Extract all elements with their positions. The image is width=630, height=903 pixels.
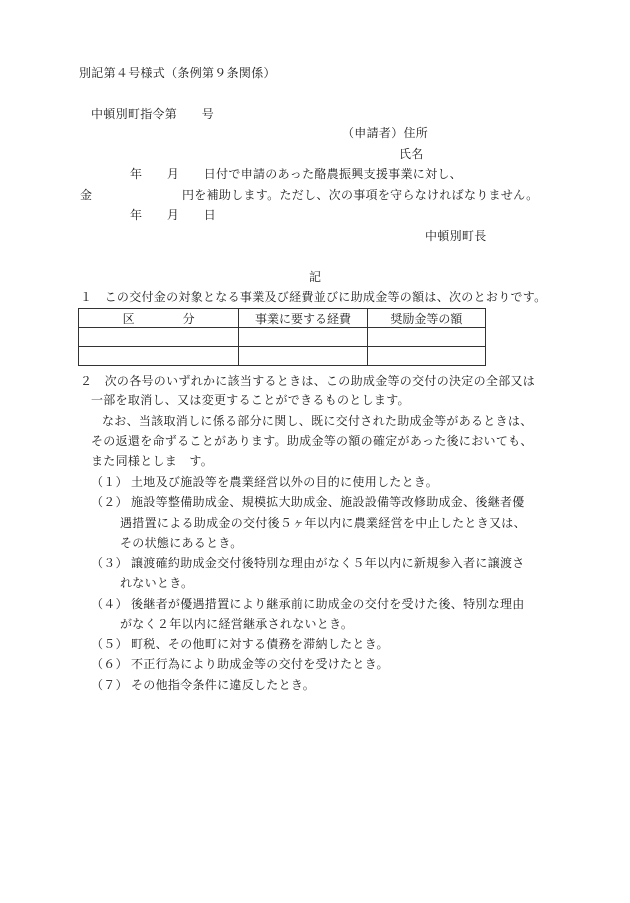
item-2-note-line-3: また同様としま す。 bbox=[91, 454, 214, 468]
table-cell bbox=[367, 347, 485, 366]
condition-1-label: （１） bbox=[91, 475, 128, 489]
table-header-incentive-amount: 奨励金等の額 bbox=[367, 309, 485, 328]
applicant-address-label: （申請者）住所 bbox=[342, 126, 429, 140]
condition-7-line-1: その他指令条件に違反したとき。 bbox=[131, 678, 316, 692]
item-2-line-2: 一部を取消し、又は変更することができるものとします。 bbox=[91, 393, 410, 407]
condition-5-label: （５） bbox=[91, 637, 128, 651]
condition-3-line-1: 譲渡確約助成金交付後特別な理由がなく５年以内に新規参入者に譲渡さ bbox=[131, 556, 525, 570]
condition-3-line-2: れないとき。 bbox=[120, 576, 194, 590]
condition-3-label: （３） bbox=[91, 556, 128, 570]
table-row bbox=[79, 328, 486, 347]
subsidy-statement: 円を補助します。ただし、次の事項を守らなければなりません。 bbox=[182, 188, 539, 202]
table-cell bbox=[239, 347, 367, 366]
table-header-project-cost: 事業に要する経費 bbox=[239, 309, 367, 328]
table-cell bbox=[79, 347, 239, 366]
applicant-name-label: 氏名 bbox=[399, 147, 424, 161]
amount-prefix: 金 bbox=[80, 188, 93, 202]
table-header-category: 区 分 bbox=[79, 309, 239, 328]
issue-date: 年 月 日 bbox=[130, 208, 217, 222]
issuer-name: 中頓別町長 bbox=[425, 229, 487, 243]
form-label: 別記第４号様式（条例第９条関係） bbox=[79, 66, 276, 80]
condition-6-line-1: 不正行為により助成金等の交付を受けたとき。 bbox=[131, 657, 389, 671]
table-row bbox=[79, 347, 486, 366]
condition-5-line-1: 町税、その他町に対する債務を滞納したとき。 bbox=[131, 637, 389, 651]
table-cell bbox=[79, 328, 239, 347]
condition-4-label: （４） bbox=[91, 597, 128, 611]
condition-1-line-1: 土地及び施設等を農業経営以外の目的に使用したとき。 bbox=[131, 475, 439, 489]
document-number: 中頓別町指令第 号 bbox=[91, 107, 215, 121]
application-date-line: 年 月 日付で申請のあった酪農振興支援事業に対し、 bbox=[130, 167, 462, 181]
condition-6-label: （６） bbox=[91, 657, 128, 671]
table-cell bbox=[367, 328, 485, 347]
condition-2-line-1: 施設等整備助成金、規模拡大助成金、施設設備等改修助成金、後継者優 bbox=[131, 495, 525, 509]
item-2-note-line-1: なお、当該取消しに係る部分に関し、既に交付された助成金等があるときは、 bbox=[102, 414, 533, 428]
condition-4-line-2: がなく２年以内に経営継承されないとき。 bbox=[120, 617, 354, 631]
condition-4-line-1: 後継者が優遇措置により継承前に助成金の交付を受けた後、特別な理由 bbox=[131, 597, 525, 611]
item-1-text: １ この交付金の対象となる事業及び経費並びに助成金等の額は、次のとおりです。 bbox=[80, 290, 547, 304]
section-heading: 記 bbox=[309, 270, 322, 284]
item-2-note-line-2: その返還を命ずることがあります。助成金等の額の確定があった後においても、 bbox=[91, 434, 533, 448]
condition-7-label: （７） bbox=[91, 678, 128, 692]
table-header-row bbox=[79, 309, 486, 328]
condition-2-label: （２） bbox=[91, 495, 128, 509]
table-cell bbox=[239, 328, 367, 347]
condition-2-line-2: 遇措置による助成金の交付後５ヶ年以内に農業経営を中止したとき又は、 bbox=[120, 516, 526, 530]
condition-2-line-3: その状態にあるとき。 bbox=[120, 536, 243, 550]
subsidy-table bbox=[78, 308, 486, 366]
item-2-line-1: ２ 次の各号のいずれかに該当するときは、この助成金等の交付の決定の全部又は bbox=[80, 374, 536, 388]
